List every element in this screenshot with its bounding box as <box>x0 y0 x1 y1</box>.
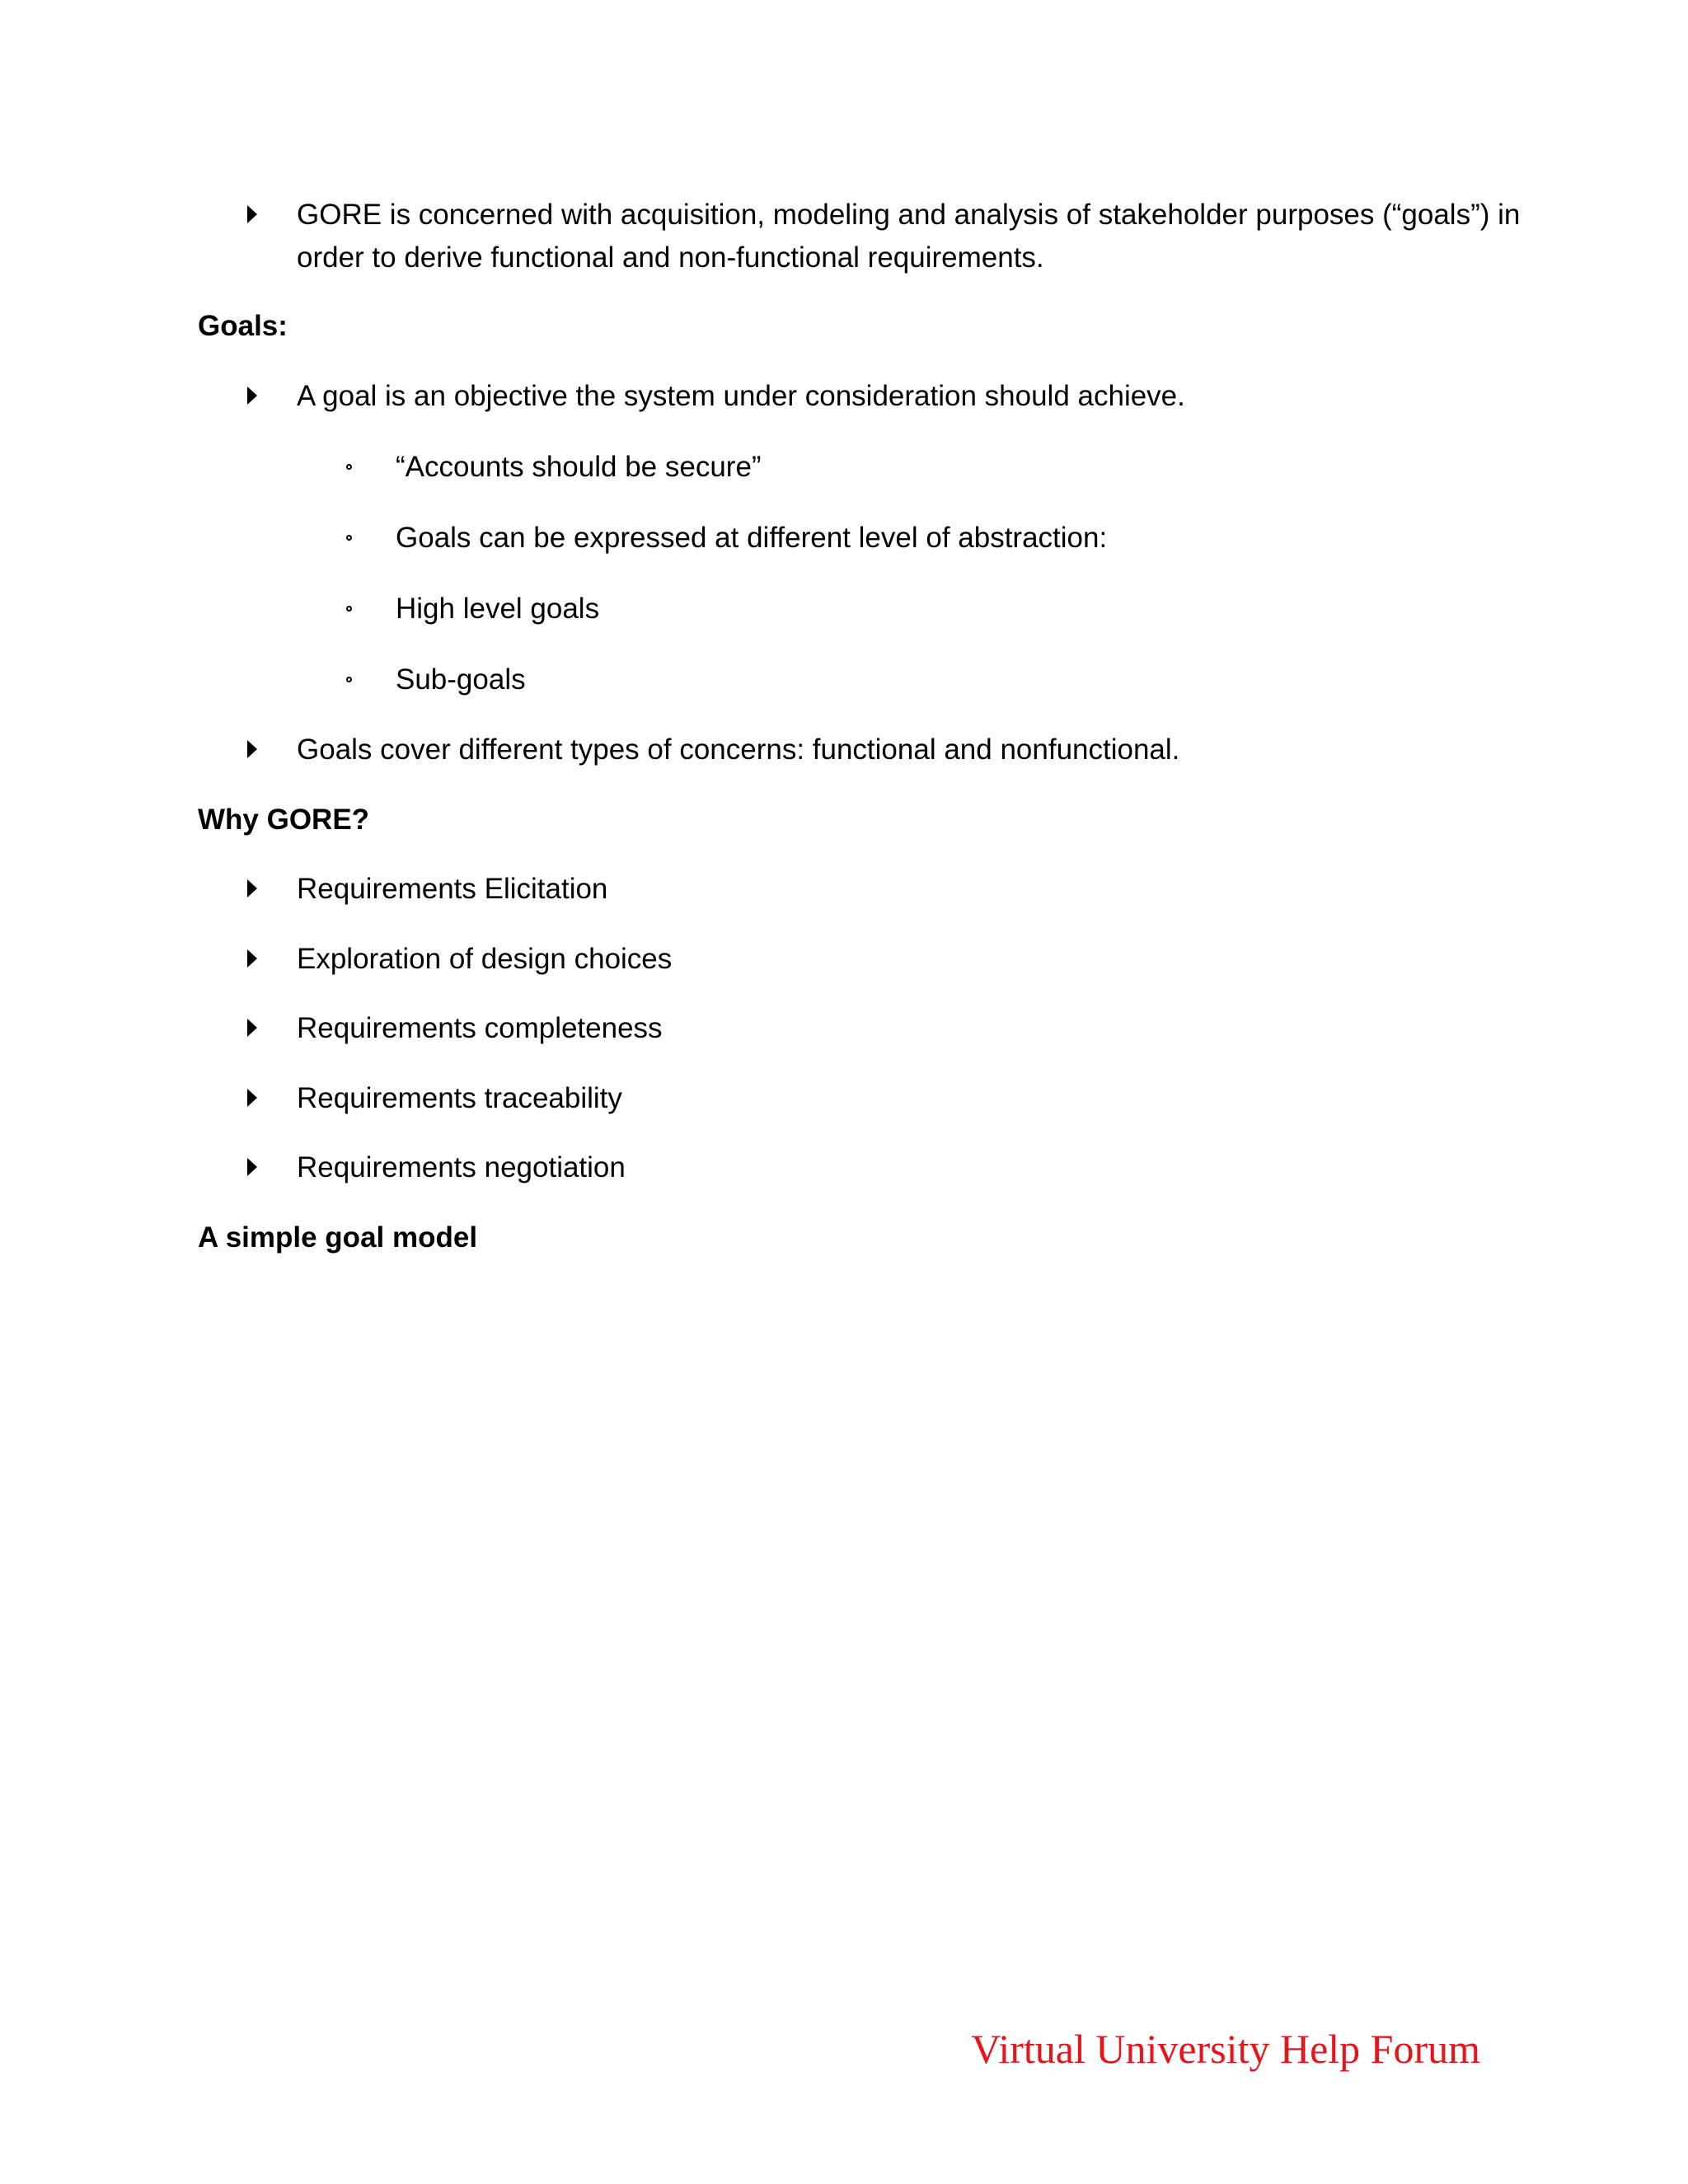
why-gore-heading: Why GORE? <box>198 804 370 836</box>
triangle-bullet-icon <box>247 1089 257 1107</box>
triangle-bullet-icon <box>247 879 257 898</box>
goals-sub-item-text: Goals can be expressed at different level of abstraction: <box>396 522 1108 554</box>
footer-brand-logo: Virtual University Help Forum <box>971 2026 1480 2072</box>
intro-bullet-text: GORE is concerned with acquisition, modeling and analysis of stakeholder purposes (“goals”) in order to derive functional and non-functional requirements. <box>297 199 1521 274</box>
why-gore-item-text: Exploration of design choices <box>297 943 673 975</box>
triangle-bullet-icon <box>247 387 257 405</box>
triangle-bullet-icon <box>247 1019 257 1037</box>
circle-bullet-icon <box>346 606 352 612</box>
triangle-bullet-icon <box>247 1158 257 1176</box>
triangle-bullet-icon <box>247 205 257 223</box>
goals-bullet-text: A goal is an objective the system under consideration should achieve. <box>297 380 1185 412</box>
triangle-bullet-icon <box>247 740 257 758</box>
goals-sub-item-text: Sub-goals <box>396 663 526 696</box>
why-gore-item-text: Requirements completeness <box>297 1012 663 1044</box>
goals-bullet-text: Goals cover different types of concerns: functional and nonfunctional. <box>297 733 1180 766</box>
circle-bullet-icon <box>346 677 352 682</box>
why-gore-item-text: Requirements traceability <box>297 1082 622 1114</box>
why-gore-item-text: Requirements Elicitation <box>297 873 608 905</box>
circle-bullet-icon <box>346 464 352 470</box>
goals-sub-item-text: High level goals <box>396 593 600 625</box>
goal-model-heading: A simple goal model <box>198 1221 478 1254</box>
circle-bullet-icon <box>346 535 352 541</box>
triangle-bullet-icon <box>247 949 257 968</box>
why-gore-item-text: Requirements negotiation <box>297 1151 626 1183</box>
goals-sub-item-text: “Accounts should be secure” <box>396 451 762 483</box>
goals-heading: Goals: <box>198 310 288 342</box>
